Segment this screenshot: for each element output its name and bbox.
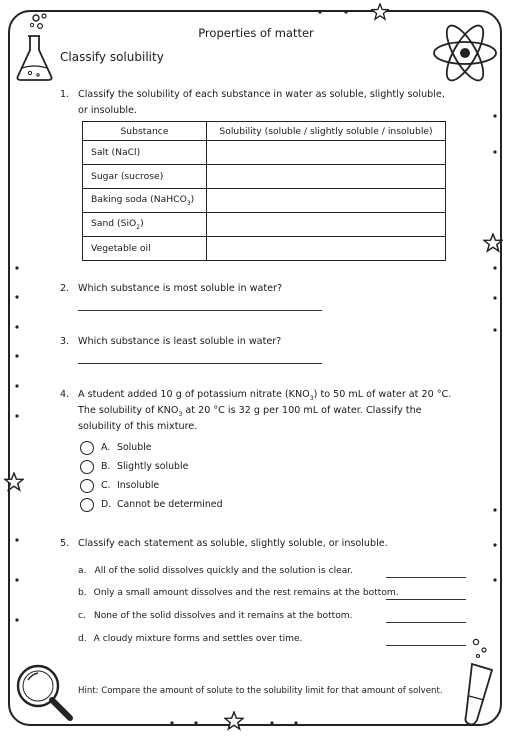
table-row <box>83 141 446 165</box>
question-2-number: 2. <box>60 283 70 294</box>
radio-circle-icon[interactable] <box>80 441 94 455</box>
answer-cell[interactable] <box>207 189 446 213</box>
magnifier-icon <box>10 658 78 726</box>
table-row <box>83 189 446 213</box>
question-3-number: 3. <box>60 336 70 347</box>
table-row <box>83 213 446 237</box>
radio-circle-icon[interactable] <box>80 479 94 493</box>
table-row <box>83 237 446 261</box>
substance-cell: Sand (SiO$_2$) <box>83 213 207 237</box>
question-4-line-3: solubility of this mixture. <box>78 421 198 432</box>
substance-cell: Sugar (sucrose) <box>83 165 207 189</box>
radio-circle-icon[interactable] <box>80 498 94 512</box>
answer-line-q2[interactable] <box>78 310 322 311</box>
question-1-line-1: Classify the solubility of each substance in water as soluble, slightly soluble, <box>78 89 445 100</box>
substance-cell: Baking soda (NaHCO$_3$) <box>83 189 207 213</box>
answer-cell[interactable] <box>207 237 446 261</box>
answer-cell[interactable] <box>207 141 446 165</box>
substance-cell: Salt (NaCl) <box>83 141 207 165</box>
question-4-line-1: A student added 10 g of potassium nitrate $(KNO_3)$ to 50 mL of water at 20 °C. <box>78 389 452 402</box>
answer-cell[interactable] <box>207 213 446 237</box>
question-5-number: 5. <box>60 538 70 549</box>
answer-line-5d[interactable] <box>386 645 466 646</box>
hint-text: Hint: Compare the amount of solute to the solubility limit for that amount of solvent. <box>78 686 443 696</box>
worksheet-title: Properties of matter <box>198 26 314 40</box>
statement-a: a. All of the solid dissolves quickly and the solution is clear. <box>78 566 354 576</box>
answer-line-5b[interactable] <box>386 599 466 600</box>
answer-cell[interactable] <box>207 165 446 189</box>
question-3-text: Which substance is least soluble in water? <box>78 336 282 347</box>
question-4-number: 4. <box>60 389 70 400</box>
radio-circle-icon[interactable] <box>80 460 94 474</box>
solubility-table <box>82 121 446 261</box>
answer-line-5a[interactable] <box>386 577 466 578</box>
question-4-line-2: The solubility of $KNO_3$ at 20 °C is 32 g per 100 mL of water. Classify the <box>78 405 422 418</box>
question-2-text: Which substance is most soluble in water? <box>78 283 283 294</box>
statement-d: d. A cloudy mixture forms and settles over time. <box>78 634 303 644</box>
statement-c: c. None of the solid dissolves and it remains at the bottom. <box>78 611 353 621</box>
section-title: Classify solubility <box>60 50 164 64</box>
statement-b: b. Only a small amount dissolves and the rest remains at the bottom. <box>78 588 399 598</box>
answer-line-5c[interactable] <box>386 622 466 623</box>
column-header-solubility: Solubility (soluble / slightly soluble / insoluble) <box>207 122 446 141</box>
answer-line-q3[interactable] <box>78 363 322 364</box>
question-1-line-2: or insoluble. <box>78 105 137 116</box>
question-1-number: 1. <box>60 89 70 100</box>
question-5-text: Classify each statement as soluble, slightly soluble, or insoluble. <box>78 538 388 549</box>
table-header-row <box>83 122 446 141</box>
table-row <box>83 165 446 189</box>
test-tube-icon <box>462 636 506 728</box>
substance-cell: Vegetable oil <box>83 237 207 261</box>
column-header-substance: Substance <box>83 122 207 141</box>
